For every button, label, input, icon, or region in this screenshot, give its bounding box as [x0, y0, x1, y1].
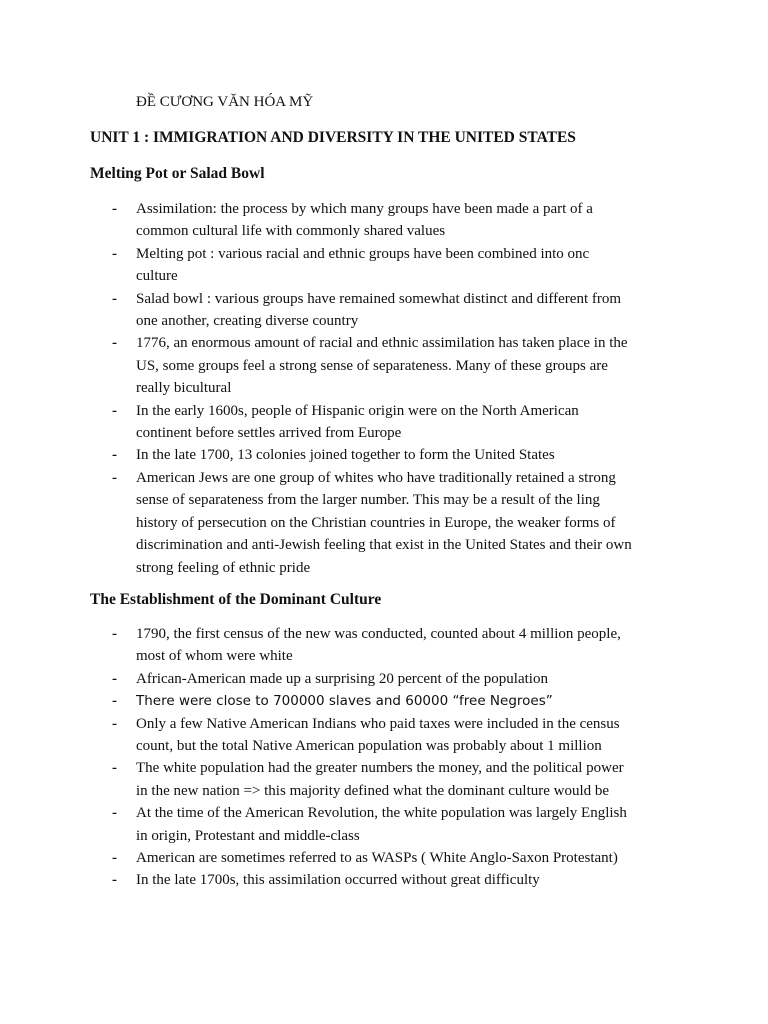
- bullet-text: African-American made up a surprising 20 percent of the population: [136, 670, 548, 687]
- bullet-text: Melting pot : various racial and ethnic groups have been combined into onc culture: [136, 245, 590, 285]
- bullet-marker: -: [112, 469, 117, 486]
- list-item: [90, 243, 690, 288]
- bullet-text: American Jews are one group of whites who have traditionally retained a strong sense of separateness from the larger number. This may be a result of the ling history of persecution on the Christian countries in Europe, the weaker forms of discrimination and anti-Jewish feeling that exist in the United States and their own strong feeling of ethnic pride: [136, 469, 632, 576]
- list-item: [90, 757, 690, 802]
- list-item: [90, 288, 690, 333]
- bullet-marker: -: [112, 245, 117, 262]
- unit-title: UNIT 1 : IMMIGRATION AND DIVERSITY IN THE UNITED STATES: [90, 129, 576, 146]
- bullet-marker: -: [112, 626, 117, 642]
- bullet-marker: -: [112, 872, 117, 889]
- list-item: [90, 869, 690, 891]
- document-title: ĐỀ CƯƠNG VĂN HÓA MỸ: [136, 94, 314, 110]
- list-item: [90, 802, 690, 847]
- bullet-marker: -: [112, 447, 117, 464]
- list-item: [90, 467, 690, 579]
- bullet-text: In the early 1600s, people of Hispanic origin were on the North American continent before settles arrived from Europe: [136, 402, 579, 442]
- bullet-marker: -: [112, 201, 117, 217]
- list-item: [90, 332, 690, 399]
- list-item: [90, 198, 690, 243]
- list-item: [90, 713, 690, 758]
- bullet-marker: -: [112, 850, 117, 867]
- bullet-text: There were close to 700000 slaves and 60000 “free Negroes”: [136, 693, 553, 710]
- bullet-marker: -: [112, 670, 117, 687]
- bullet-text: In the late 1700, 13 colonies joined together to form the United States: [136, 447, 555, 464]
- bullet-marker: -: [112, 693, 117, 710]
- bullet-marker: -: [112, 290, 117, 307]
- bullet-marker: -: [112, 805, 117, 822]
- bullet-marker: -: [112, 760, 117, 777]
- bullet-list-melting-pot: [90, 198, 690, 579]
- list-item: [90, 623, 690, 668]
- bullet-text: In the late 1700s, this assimilation occurred without great difficulty: [136, 872, 540, 889]
- section-heading-dominant-culture: The Establishment of the Dominant Culture: [90, 591, 382, 608]
- bullet-marker: -: [112, 335, 117, 352]
- bullet-text: Assimilation: the process by which many groups have been made a part of a common cultural life with commonly shared values: [136, 201, 593, 240]
- list-item: [90, 400, 690, 445]
- bullet-text: Salad bowl : various groups have remained somewhat distinct and different from one another, creating diverse country: [136, 290, 622, 330]
- bullet-list-dominant-culture: [90, 623, 690, 892]
- section-heading-melting-pot: Melting Pot or Salad Bowl: [90, 165, 265, 182]
- list-item: [90, 444, 690, 466]
- list-item: [90, 690, 690, 712]
- bullet-text: American are sometimes referred to as WASPs ( White Anglo-Saxon Protestant): [136, 850, 618, 867]
- bullet-text: The white population had the greater numbers the money, and the political power in the new nation => this majority defined what the dominant culture would be: [136, 760, 624, 799]
- bullet-marker: -: [112, 715, 117, 732]
- bullet-text: At the time of the American Revolution, the white population was largely English in origin, Protestant and middle-class: [136, 805, 627, 844]
- list-item: [90, 847, 690, 869]
- bullet-marker: -: [112, 402, 117, 419]
- list-item: [90, 668, 690, 690]
- bullet-text: Only a few Native American Indians who paid taxes were included in the census count, but the total Native American population was probably about 1 million: [136, 715, 620, 755]
- bullet-text: 1790, the first census of the new was conducted, counted about 4 million people, most of whom were white: [136, 626, 621, 665]
- bullet-text: 1776, an enormous amount of racial and ethnic assimilation has taken place in the US, some groups feel a strong sense of separateness. Many of these groups are really bicultural: [136, 335, 628, 397]
